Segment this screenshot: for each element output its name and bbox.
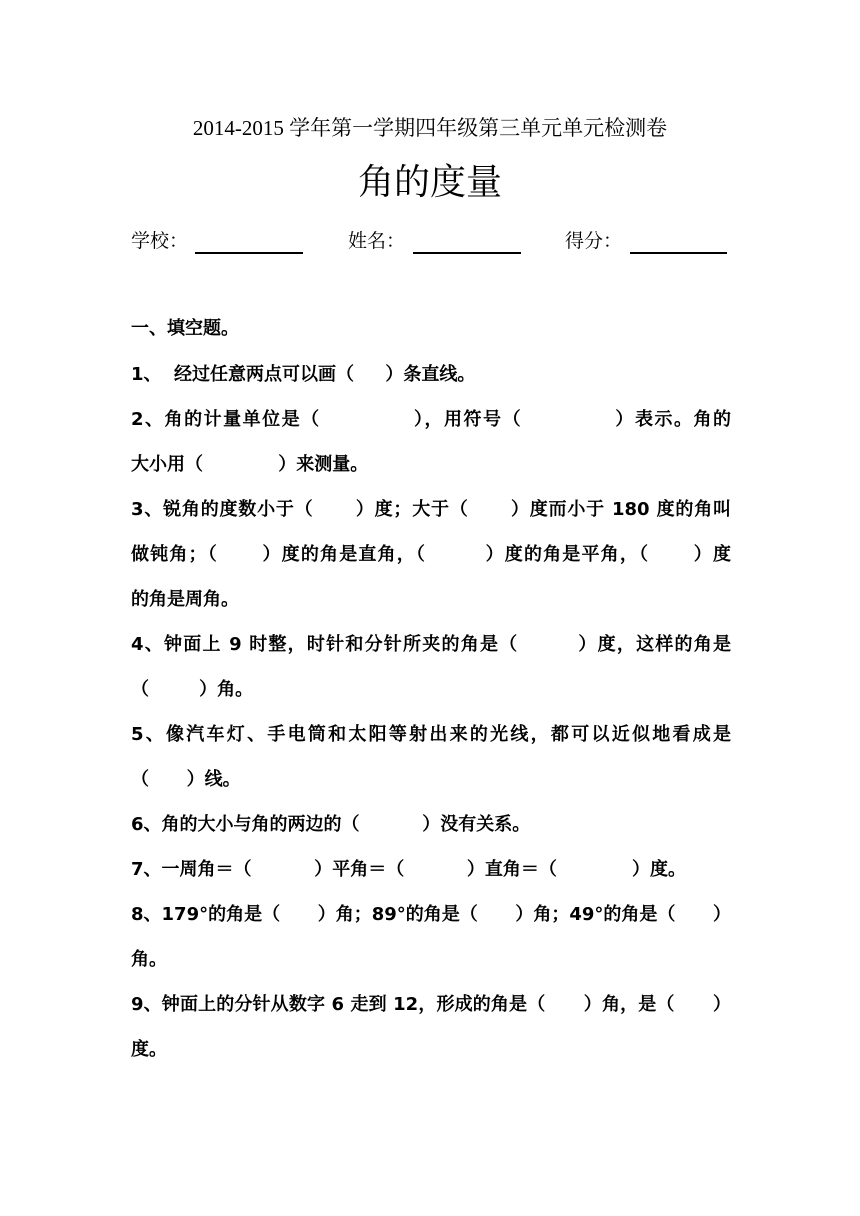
section-heading-fill-blank: 一、填空题。 [131,318,239,339]
question-4-line-1: 4、钟面上 9 时整，时针和分针所夹的角是（ ）度，这样的角是 [131,634,731,655]
question-1-line-1: 1、 经过任意两点可以画（ ）条直线。 [131,364,476,385]
question-3-line-1: 3、锐角的度数小于（ ）度；大于（ ）度而小于 180 度的角叫 [131,499,731,520]
question-2-line-1: 2、角的计量单位是（ ），用符号（ ）表示。角的 [131,409,731,430]
question-9-line-2: 度。 [131,1039,167,1060]
question-2-line-2: 大小用（ ）来测量。 [131,454,369,475]
page-title: 角的度量 [357,162,502,203]
name-label: 姓名： [348,230,406,252]
question-9-line-1: 9、钟面上的分针从数字 6 走到 12，形成的角是（ ）角，是（ ） [131,994,731,1015]
question-8-line-2: 角。 [131,949,167,970]
score-label: 得分： [565,230,623,252]
school-blank[interactable] [195,252,303,254]
question-4-line-2: （ ）角。 [131,679,254,700]
question-3-line-3: 的角是周角。 [131,589,239,610]
school-label: 学校： [131,230,189,252]
score-blank[interactable] [630,252,727,254]
question-3-line-2: 做钝角；（ ）度的角是直角，（ ）度的角是平角，（ ）度 [131,544,731,565]
name-blank[interactable] [413,252,521,254]
question-5-line-2: （ ）线。 [131,769,241,790]
question-8-line-1: 8、179°的角是（ ）角；89°的角是（ ）角；49°的角是（ ） [131,904,731,925]
question-6-line-1: 6、角的大小与角的两边的（ ）没有关系。 [131,814,531,835]
question-7-line-1: 7、一周角＝（ ）平角＝（ ）直角＝（ ）度。 [131,859,687,880]
question-5-line-1: 5、像汽车灯、手电筒和太阳等射出来的光线，都可以近似地看成是 [131,724,731,745]
exam-subtitle: 2014-2015 学年第一学期四年级第三单元单元检测卷 [192,116,668,140]
